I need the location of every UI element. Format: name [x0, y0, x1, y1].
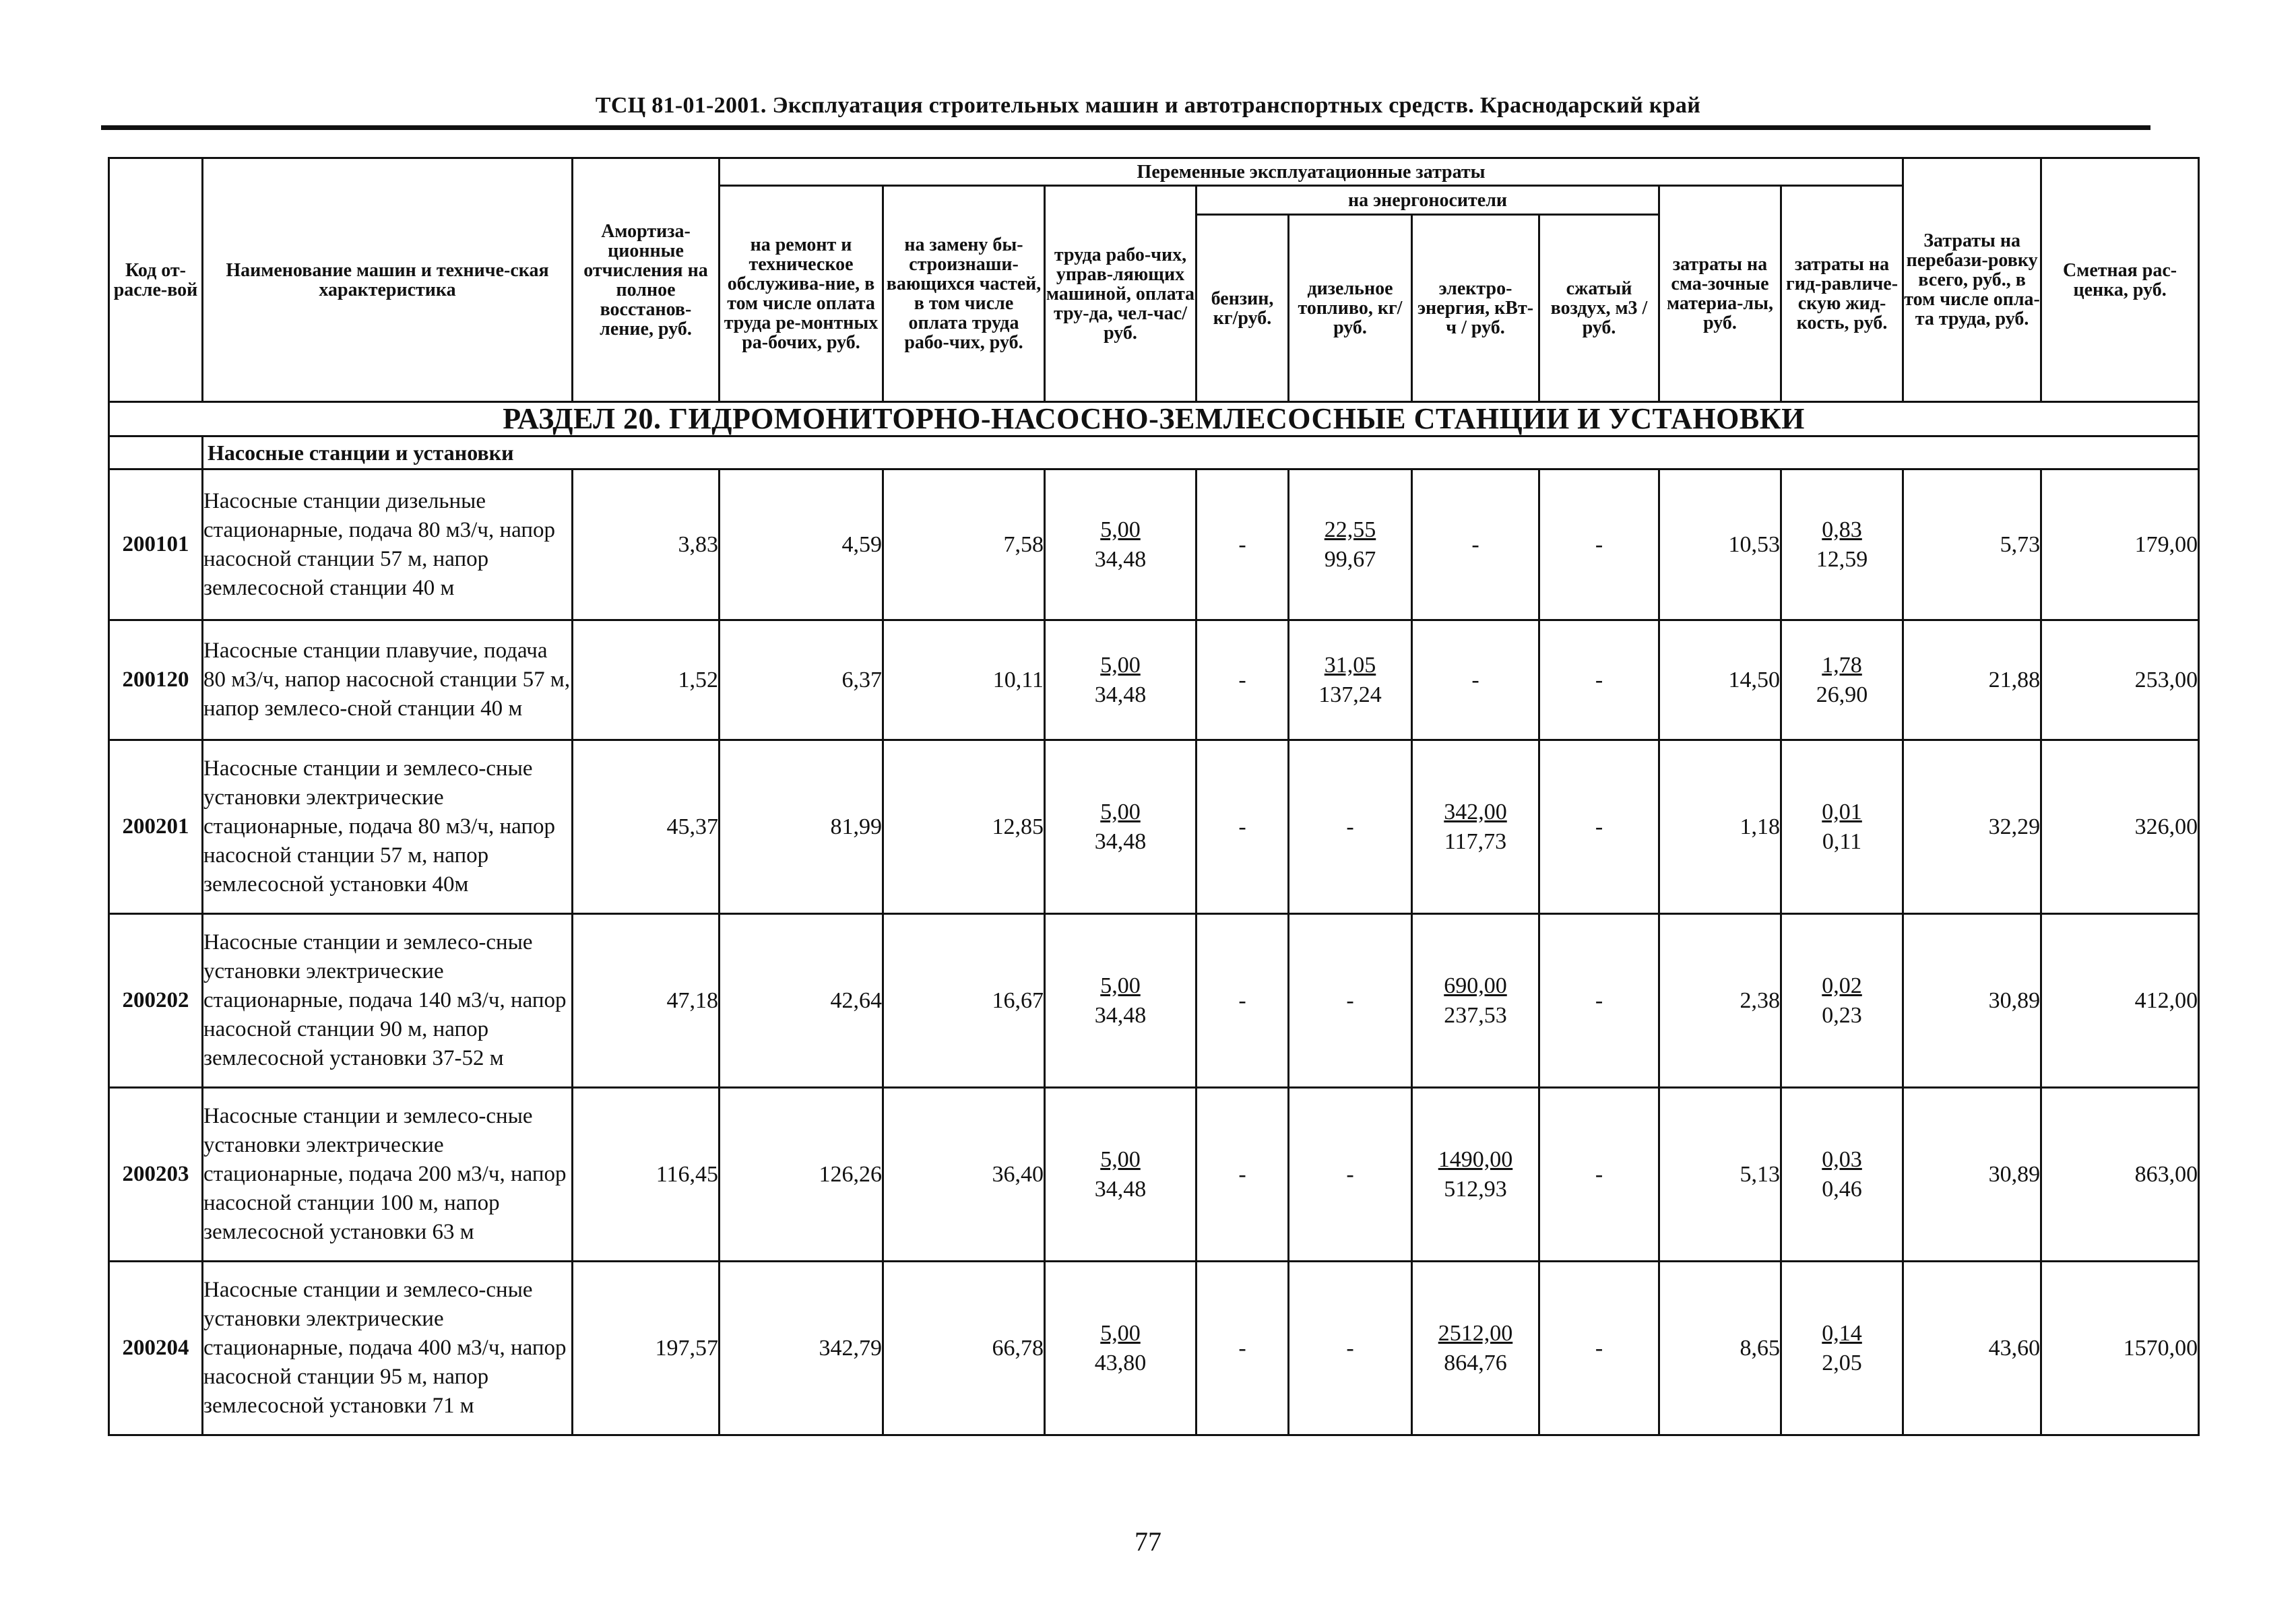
- machine-name: Насосные станции и землесо-сные установки электрические стационарные, подача 140 м3/ч, напор насосной станции 90 м, напор землесосной установки 37-52 м: [203, 914, 573, 1088]
- parts-value: 16,67: [883, 914, 1045, 1088]
- hydraulic-value: [1781, 469, 1903, 620]
- parts-value: 7,58: [883, 469, 1045, 620]
- petrol-value: -: [1197, 620, 1289, 740]
- labor-value-top: 5,00: [1100, 652, 1141, 678]
- lubricant-value: 5,13: [1659, 1088, 1781, 1262]
- labor-value-top: 5,00: [1100, 799, 1141, 824]
- relocation-value: 32,29: [1903, 740, 2041, 914]
- petrol-value: -: [1197, 914, 1289, 1088]
- machine-name: Насосные станции плавучие, подача 80 м3/ч, напор насосной станции 57 м, напор землесо-сной станции 40 м: [203, 620, 573, 740]
- col-header-energy: на энергоносители: [1197, 186, 1659, 215]
- diesel-value: [1289, 1088, 1412, 1262]
- table-row: [109, 1088, 2199, 1262]
- col-header-petrol: бензин, кг/руб.: [1197, 215, 1289, 402]
- col-header-lubricant: затраты на сма-зочные материа-лы, руб.: [1659, 186, 1781, 402]
- parts-value: 10,11: [883, 620, 1045, 740]
- relocation-value: 30,89: [1903, 1088, 2041, 1262]
- machine-code: 200203: [109, 1088, 203, 1262]
- diesel-value: [1289, 740, 1412, 914]
- table-row: [109, 1262, 2199, 1435]
- hydraulic-value-top: 0,14: [1822, 1320, 1862, 1346]
- hydraulic-value-top: 0,01: [1822, 799, 1862, 824]
- document-header-title: ТСЦ 81-01-2001. Эксплуатация строительных машин и автотранспортных средств. Краснодарский край: [595, 93, 1701, 118]
- diesel-value-top: 31,05: [1324, 652, 1376, 678]
- cost-table: [108, 157, 2200, 1436]
- labor-value: [1045, 620, 1197, 740]
- subsection-empty-cell: [109, 436, 203, 469]
- subsection-title: Насосные станции и установки: [203, 436, 2199, 469]
- estimate-value: 412,00: [2041, 914, 2199, 1088]
- table-row: [109, 469, 2199, 620]
- electric-value-top: 2512,00: [1438, 1320, 1513, 1346]
- petrol-value: -: [1197, 740, 1289, 914]
- hydraulic-value-top: 0,02: [1822, 973, 1862, 998]
- hydraulic-value-bottom: 0,46: [1822, 1176, 1862, 1202]
- estimate-value: 179,00: [2041, 469, 2199, 620]
- repair-value: 126,26: [720, 1088, 883, 1262]
- amortization-value: 1,52: [573, 620, 720, 740]
- hydraulic-value-bottom: 0,23: [1822, 1002, 1862, 1028]
- col-header-name: Наименование машин и техниче-ская характеристика: [203, 158, 573, 402]
- air-value: -: [1539, 469, 1659, 620]
- col-header-electric: электро-энергия, кВт-ч / руб.: [1412, 215, 1539, 402]
- section-title: РАЗДЕЛ 20. ГИДРОМОНИТОРНО-НАСОСНО-ЗЕМЛЕСОСНЫЕ СТАНЦИИ И УСТАНОВКИ: [109, 402, 2199, 436]
- page-number: 77: [1135, 1526, 1161, 1557]
- amortization-value: 116,45: [573, 1088, 720, 1262]
- relocation-value: 21,88: [1903, 620, 2041, 740]
- labor-value-top: 5,00: [1100, 1146, 1141, 1172]
- electric-value-bottom: 237,53: [1444, 1002, 1507, 1028]
- machine-name: Насосные станции и землесо-сные установки электрические стационарные, подача 200 м3/ч, напор насосной станции 100 м, напор землесосной установки 63 м: [203, 1088, 573, 1262]
- machine-name: Насосные станции и землесо-сные установки электрические стационарные, подача 80 м3/ч, напор насосной станции 57 м, напор землесосной установки 40м: [203, 740, 573, 914]
- electric-value: [1412, 1262, 1539, 1435]
- header-rule: [101, 125, 2150, 130]
- hydraulic-value: [1781, 740, 1903, 914]
- subsection-row: [109, 436, 2199, 469]
- repair-value: 42,64: [720, 914, 883, 1088]
- diesel-value-bottom: 99,67: [1324, 546, 1376, 572]
- parts-value: 12,85: [883, 740, 1045, 914]
- labor-value-bottom: 34,48: [1094, 1176, 1147, 1202]
- hydraulic-value-top: 0,03: [1822, 1146, 1862, 1172]
- hydraulic-value-bottom: 12,59: [1816, 546, 1868, 572]
- hydraulic-value: [1781, 620, 1903, 740]
- diesel-value: [1289, 914, 1412, 1088]
- diesel-value-bottom: -: [1346, 987, 1354, 1013]
- parts-value: 66,78: [883, 1262, 1045, 1435]
- air-value: -: [1539, 620, 1659, 740]
- air-value: -: [1539, 740, 1659, 914]
- lubricant-value: 14,50: [1659, 620, 1781, 740]
- labor-value: [1045, 1088, 1197, 1262]
- estimate-value: 326,00: [2041, 740, 2199, 914]
- labor-value-top: 5,00: [1100, 973, 1141, 998]
- diesel-value-bottom: -: [1346, 1335, 1354, 1361]
- hydraulic-value-top: 1,78: [1822, 652, 1862, 678]
- electric-value: [1412, 469, 1539, 620]
- diesel-value-bottom: -: [1346, 814, 1354, 839]
- lubricant-value: 10,53: [1659, 469, 1781, 620]
- labor-value-bottom: 34,48: [1094, 829, 1147, 854]
- section-row: [109, 402, 2199, 436]
- diesel-value-top: 22,55: [1324, 517, 1376, 542]
- col-header-air: сжатый воздух, м3 / руб.: [1539, 215, 1659, 402]
- electric-value-bottom: -: [1471, 531, 1479, 557]
- electric-value-bottom: -: [1471, 667, 1479, 692]
- electric-value-bottom: 512,93: [1444, 1176, 1507, 1202]
- col-header-labor: труда рабо-чих, управ-ляющих машиной, оплата тру-да, чел-час/руб.: [1045, 186, 1197, 402]
- air-value: -: [1539, 1262, 1659, 1435]
- col-header-estimate: Сметная рас-ценка, руб.: [2041, 158, 2199, 402]
- relocation-value: 30,89: [1903, 914, 2041, 1088]
- petrol-value: -: [1197, 1088, 1289, 1262]
- hydraulic-value-top: 0,83: [1822, 517, 1862, 542]
- lubricant-value: 8,65: [1659, 1262, 1781, 1435]
- electric-value-top: 342,00: [1444, 799, 1507, 824]
- hydraulic-value-bottom: 0,11: [1822, 829, 1862, 854]
- col-header-variable-costs: Переменные эксплуатационные затраты: [720, 158, 1903, 186]
- repair-value: 4,59: [720, 469, 883, 620]
- relocation-value: 5,73: [1903, 469, 2041, 620]
- machine-code: 200204: [109, 1262, 203, 1435]
- col-header-relocation: Затраты на перебази-ровку всего, руб., в том числе опла-та труда, руб.: [1903, 158, 2041, 402]
- air-value: -: [1539, 914, 1659, 1088]
- amortization-value: 3,83: [573, 469, 720, 620]
- hydraulic-value: [1781, 914, 1903, 1088]
- labor-value-top: 5,00: [1100, 517, 1141, 542]
- labor-value: [1045, 914, 1197, 1088]
- machine-code: 200201: [109, 740, 203, 914]
- electric-value-bottom: 864,76: [1444, 1350, 1507, 1375]
- diesel-value: [1289, 1262, 1412, 1435]
- labor-value-bottom: 34,48: [1094, 1002, 1147, 1028]
- table-row: [109, 914, 2199, 1088]
- machine-code: 200202: [109, 914, 203, 1088]
- electric-value-bottom: 117,73: [1444, 829, 1507, 854]
- diesel-value-bottom: 137,24: [1318, 682, 1382, 707]
- hydraulic-value: [1781, 1262, 1903, 1435]
- amortization-value: 197,57: [573, 1262, 720, 1435]
- labor-value-bottom: 34,48: [1094, 682, 1147, 707]
- petrol-value: -: [1197, 1262, 1289, 1435]
- labor-value: [1045, 469, 1197, 620]
- amortization-value: 47,18: [573, 914, 720, 1088]
- air-value: -: [1539, 1088, 1659, 1262]
- lubricant-value: 1,18: [1659, 740, 1781, 914]
- electric-value-top: 1490,00: [1438, 1146, 1513, 1172]
- electric-value-top: 690,00: [1444, 973, 1507, 998]
- labor-value-bottom: 34,48: [1094, 546, 1147, 572]
- machine-name: Насосные станции и землесо-сные установки электрические стационарные, подача 400 м3/ч, напор насосной станции 95 м, напор землесосной установки 71 м: [203, 1262, 573, 1435]
- diesel-value: [1289, 469, 1412, 620]
- labor-value: [1045, 740, 1197, 914]
- machine-code: 200120: [109, 620, 203, 740]
- machine-code: 200101: [109, 469, 203, 620]
- labor-value-top: 5,00: [1100, 1320, 1141, 1346]
- col-header-code: Код от-расле-вой: [109, 158, 203, 402]
- col-header-parts: на замену бы-строизнаши-вающихся частей, в том числе оплата труда рабо-чих, руб.: [883, 186, 1045, 402]
- electric-value: [1412, 914, 1539, 1088]
- hydraulic-value-bottom: 2,05: [1822, 1350, 1862, 1375]
- relocation-value: 43,60: [1903, 1262, 2041, 1435]
- parts-value: 36,40: [883, 1088, 1045, 1262]
- repair-value: 342,79: [720, 1262, 883, 1435]
- estimate-value: 863,00: [2041, 1088, 2199, 1262]
- diesel-value: [1289, 620, 1412, 740]
- hydraulic-value: [1781, 1088, 1903, 1262]
- repair-value: 81,99: [720, 740, 883, 914]
- repair-value: 6,37: [720, 620, 883, 740]
- petrol-value: -: [1197, 469, 1289, 620]
- labor-value: [1045, 1262, 1197, 1435]
- electric-value: [1412, 620, 1539, 740]
- hydraulic-value-bottom: 26,90: [1816, 682, 1868, 707]
- col-header-repair: на ремонт и техническое обслужива-ние, в том числе оплата труда ре-монтных ра-бочих, руб.: [720, 186, 883, 402]
- estimate-value: 253,00: [2041, 620, 2199, 740]
- electric-value: [1412, 740, 1539, 914]
- table-row: [109, 740, 2199, 914]
- col-header-diesel: дизельное топливо, кг/руб.: [1289, 215, 1412, 402]
- diesel-value-bottom: -: [1346, 1161, 1354, 1187]
- table-row: [109, 620, 2199, 740]
- amortization-value: 45,37: [573, 740, 720, 914]
- labor-value-bottom: 43,80: [1094, 1350, 1147, 1375]
- lubricant-value: 2,38: [1659, 914, 1781, 1088]
- col-header-amortization: Амортиза-ционные отчисления на полное восстанов-ление, руб.: [573, 158, 720, 402]
- estimate-value: 1570,00: [2041, 1262, 2199, 1435]
- col-header-hydraulic: затраты на гид-равличе-скую жид-кость, руб.: [1781, 186, 1903, 402]
- electric-value: [1412, 1088, 1539, 1262]
- machine-name: Насосные станции дизельные стационарные, подача 80 м3/ч, напор насосной станции 57 м, напор землесосной станции 40 м: [203, 469, 573, 620]
